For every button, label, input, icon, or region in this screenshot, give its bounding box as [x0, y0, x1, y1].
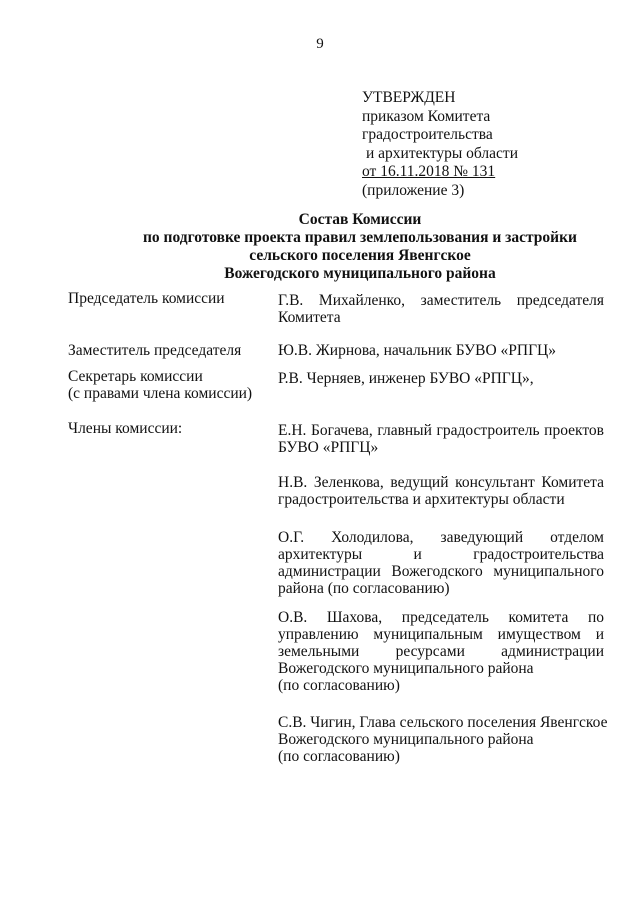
person-line: С.В. Чигин, Глава сельского поселения Явенгское [278, 714, 608, 731]
approval-line: градостроительства [362, 126, 493, 143]
document-heading [60, 211, 640, 283]
person-line: О.Г. Холодилова, заведующий отделом [278, 529, 604, 546]
person-line: Н.В. Зеленкова, ведущий консультант Комитета [278, 474, 604, 491]
person-member-1 [278, 422, 604, 456]
person-line: Г.В. Михайленко, заместитель председателя [278, 292, 604, 309]
person-line: Е.Н. Богачева, главный градостроитель проектов [278, 422, 604, 439]
person-line: градостроительства и архитектуры области [278, 491, 565, 508]
person-line: земельными ресурсами администрации [278, 643, 604, 660]
heading-line: Состав Комиссии [298, 211, 422, 228]
person-line: архитектуры и градостроительства [278, 546, 604, 563]
role-deputy: Заместитель председателя [68, 342, 242, 359]
person-member-4 [278, 609, 604, 694]
person-deputy [278, 342, 604, 359]
person-line: района (по согласованию) [278, 580, 450, 597]
approval-line: и архитектуры области [366, 144, 518, 162]
role-secretary-line: Секретарь комиссии [68, 368, 203, 385]
person-line: Р.В. Черняев, инженер БУВО «РПГЦ», [278, 370, 534, 387]
person-line: администрации Вожегодского муниципального [278, 563, 604, 580]
person-line: (по согласованию) [278, 677, 400, 694]
role-members: Члены комиссии: [68, 420, 183, 437]
person-member-3 [278, 529, 604, 597]
person-line: Вожегодского муниципального района [278, 731, 534, 748]
approval-order-date: от 16.11.2018 № 131 [362, 163, 496, 180]
person-line: Ю.В. Жирнова, начальник БУВО «РПГЦ» [278, 342, 556, 359]
heading-line: Вожегодского муниципального района [224, 265, 496, 282]
role-chairman: Председатель комиссии [68, 290, 225, 307]
heading-line: по подготовке проекта правил землепользования и застройки [143, 229, 577, 246]
approval-line: приказом Комитета [362, 107, 491, 125]
person-line: Вожегодского муниципального района [278, 660, 534, 677]
person-chairman [278, 292, 604, 326]
role-secretary-line: (с правами члена комиссии) [68, 385, 253, 402]
person-member-5 [278, 714, 608, 765]
person-line: (по согласованию) [278, 748, 400, 765]
approval-appendix: (приложение 3) [362, 181, 465, 199]
page-number: 9 [316, 36, 324, 52]
person-line: О.В. Шахова, председатель комитета по [278, 609, 604, 626]
approval-block [362, 89, 518, 200]
role-secretary [68, 368, 252, 402]
person-secretary [278, 370, 604, 387]
person-line: БУВО «РПГЦ» [278, 439, 379, 456]
person-member-2 [278, 474, 604, 508]
approval-title: УТВЕРЖДЕН [362, 89, 456, 106]
person-line: Комитета [278, 309, 341, 326]
person-line: управлению муниципальным имуществом и [278, 626, 604, 643]
heading-line: сельского поселения Явенгское [249, 247, 471, 264]
